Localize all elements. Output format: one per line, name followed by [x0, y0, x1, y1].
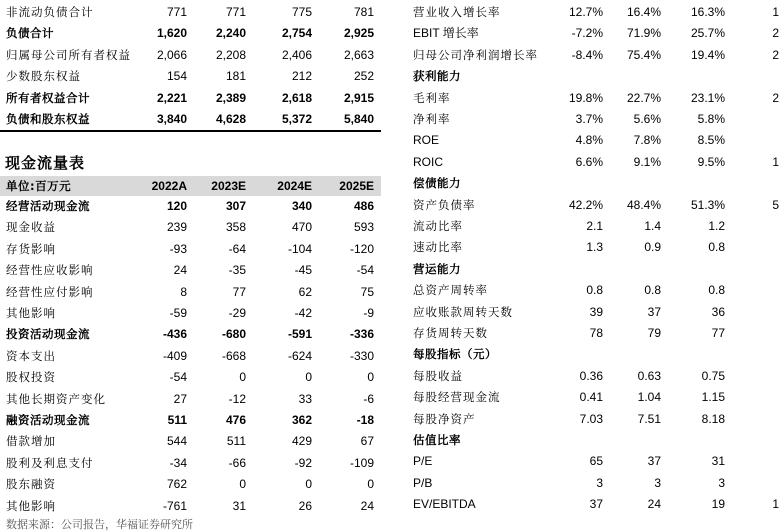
- row-label: 股权投资: [6, 370, 56, 385]
- cell-value: -761: [162, 498, 187, 513]
- row-label: 存货影响: [6, 241, 56, 256]
- cell-value: 0.9: [644, 240, 661, 255]
- row-label: 非流动负债合计: [6, 5, 94, 19]
- cell-value: 78: [589, 326, 603, 340]
- cell-value: -6: [363, 391, 374, 406]
- cash-flow-title: 现金流量表: [5, 154, 86, 172]
- cell-value: 212: [291, 69, 312, 84]
- cell-value: -45: [294, 263, 312, 278]
- cell-value: -680: [221, 327, 246, 342]
- cell-value: 42.2%: [568, 197, 603, 212]
- unit-label: 单位:百万元: [6, 179, 72, 193]
- cell-value: 1: [772, 497, 779, 512]
- cell-value: 2: [772, 47, 779, 62]
- cell-value: 16.4%: [626, 5, 661, 19]
- cell-value: -18: [356, 413, 374, 427]
- cell-value: 340: [291, 199, 312, 213]
- cell-value: -59: [169, 306, 187, 320]
- cell-value: 358: [225, 220, 246, 235]
- row-label: 每股收益: [413, 368, 463, 383]
- cell-value: 36: [711, 304, 725, 319]
- cell-value: -336: [349, 327, 374, 342]
- year-header: 2025E: [339, 179, 374, 193]
- cell-value: 67: [360, 434, 374, 449]
- cell-value: 25.7%: [690, 26, 725, 41]
- row-label: 股利及利息支付: [6, 455, 94, 470]
- cell-value: 2,066: [156, 47, 187, 62]
- ratio-row: [0, 23, 779, 44]
- cell-value: 0: [367, 370, 374, 385]
- row-label: ROIC: [413, 154, 443, 169]
- cell-value: 77: [711, 326, 725, 340]
- ratio-row: [0, 216, 759, 237]
- cell-value: 0: [239, 477, 246, 492]
- ratio-row: [0, 473, 759, 494]
- cell-value: -7.2%: [571, 26, 603, 41]
- row-label: ROE: [413, 133, 440, 148]
- ratio-row: [0, 344, 759, 365]
- cell-value: 4,628: [215, 112, 246, 126]
- row-label: 每股指标（元）: [413, 347, 497, 362]
- cell-value: 544: [166, 434, 187, 449]
- cell-value: 0.8: [586, 283, 603, 298]
- cell-value: 2,925: [343, 26, 374, 41]
- cell-value: 8: [180, 284, 187, 299]
- cell-value: 0.8: [708, 283, 725, 298]
- cell-value: 48.4%: [626, 197, 661, 212]
- row-label: 存货周转天数: [413, 326, 488, 340]
- cell-value: 771: [225, 5, 246, 19]
- cell-value: 0.75: [701, 368, 725, 383]
- cell-value: -54: [169, 370, 187, 385]
- ratio-row: [0, 430, 759, 451]
- ratio-row: [0, 387, 759, 408]
- row-label: 股东融资: [6, 477, 56, 492]
- cell-value: 1.4: [644, 219, 661, 233]
- cell-value: 24: [173, 263, 187, 278]
- row-label: 归母公司净利润增长率: [413, 47, 538, 62]
- cell-value: 62: [298, 284, 312, 299]
- cell-value: -92: [294, 455, 312, 470]
- cell-value: 24: [647, 497, 661, 512]
- cell-value: 511: [226, 434, 246, 449]
- cell-value: 307: [225, 199, 246, 213]
- cell-value: -54: [356, 263, 374, 278]
- ratio-row: [0, 109, 759, 130]
- cell-value: 486: [353, 199, 374, 213]
- row-label: 负债和股东权益: [6, 112, 90, 126]
- cell-value: 12.7%: [568, 5, 603, 19]
- cell-value: 79: [647, 326, 661, 340]
- cell-value: 0.36: [579, 368, 603, 383]
- cell-value: 252: [353, 69, 374, 84]
- cell-value: 593: [353, 220, 374, 235]
- cell-value: 0.63: [637, 368, 661, 383]
- row-label: 净利率: [413, 112, 451, 126]
- cell-value: 7.51: [637, 411, 661, 426]
- ratio-row: [0, 494, 779, 515]
- row-label: 归属母公司所有者权益: [6, 47, 131, 62]
- cell-value: 5,372: [281, 112, 312, 126]
- cell-value: 2,406: [281, 47, 312, 62]
- row-label: 毛利率: [413, 90, 451, 105]
- row-label: 应收账款周转天数: [413, 304, 513, 319]
- cell-value: 7.03: [579, 411, 603, 426]
- cell-value: -120: [349, 241, 374, 256]
- cell-value: 154: [166, 69, 187, 84]
- cell-value: 37: [589, 497, 603, 512]
- cell-value: 9.5%: [697, 154, 725, 169]
- cell-value: 1: [772, 154, 779, 169]
- cell-value: 470: [291, 220, 312, 235]
- cell-value: 0: [305, 477, 312, 492]
- cell-value: 781: [353, 5, 374, 19]
- row-label: 每股净资产: [413, 411, 476, 426]
- row-label: EV/EBITDA: [413, 497, 476, 512]
- row-label: 估值比率: [413, 433, 461, 447]
- cell-value: 1.04: [637, 390, 661, 405]
- row-label: 资产负债率: [413, 197, 476, 212]
- cell-value: 120: [166, 199, 187, 213]
- cell-value: 0.8: [644, 283, 661, 298]
- row-label: 资本支出: [6, 348, 56, 363]
- cell-value: -330: [349, 348, 374, 363]
- ratio-row: [0, 366, 759, 387]
- cell-value: 27: [173, 391, 187, 406]
- row-label: 偿债能力: [413, 176, 461, 191]
- ratio-row: [0, 2, 779, 23]
- cell-value: 71.9%: [626, 26, 661, 41]
- cell-value: 1,620: [156, 26, 187, 41]
- cell-value: 2,915: [343, 90, 374, 105]
- cell-value: -12: [228, 391, 246, 406]
- cell-value: 8.5%: [697, 133, 725, 148]
- cell-value: 3: [654, 475, 661, 490]
- cell-value: -109: [349, 455, 374, 470]
- cell-value: 3: [596, 475, 603, 490]
- cell-value: 775: [291, 5, 312, 19]
- ratio-row: [0, 409, 759, 430]
- cell-value: 3.7%: [575, 112, 603, 126]
- cell-value: -436: [162, 327, 187, 342]
- cell-value: 19.8%: [568, 90, 603, 105]
- cell-value: 0: [305, 370, 312, 385]
- cell-value: -93: [169, 241, 187, 256]
- cell-value: 75: [360, 284, 374, 299]
- cell-value: 4.8%: [575, 133, 603, 148]
- row-label: 融资活动现金流: [6, 413, 90, 427]
- cell-value: 9.1%: [633, 154, 661, 169]
- row-label: 所有者权益合计: [6, 90, 90, 105]
- ratio-row: [0, 323, 759, 344]
- cell-value: 2,389: [215, 90, 246, 105]
- row-label: 其他影响: [6, 306, 56, 320]
- ratio-row: [0, 280, 759, 301]
- row-label: 负债合计: [6, 26, 54, 41]
- cell-value: -35: [228, 263, 246, 278]
- row-label: 投资活动现金流: [6, 327, 90, 342]
- row-label: 营业收入增长率: [413, 5, 501, 19]
- cell-value: 37: [647, 454, 661, 469]
- cell-value: 239: [166, 220, 187, 235]
- cell-value: 2: [772, 26, 779, 41]
- cell-value: 362: [291, 413, 312, 427]
- row-label: 借款增加: [6, 434, 56, 449]
- cell-value: -8.4%: [571, 47, 603, 62]
- cell-value: 2.1: [586, 219, 603, 233]
- row-label: 营运能力: [413, 261, 461, 276]
- ratio-row: [0, 237, 759, 258]
- cell-value: -66: [228, 455, 246, 470]
- cell-value: -624: [287, 348, 312, 363]
- cell-value: 26: [298, 498, 312, 513]
- cell-value: -668: [221, 348, 246, 363]
- cell-value: 65: [589, 454, 603, 469]
- cell-value: 1.15: [701, 390, 725, 405]
- cell-value: 3: [718, 475, 725, 490]
- cell-value: 0.41: [579, 390, 603, 405]
- cell-value: 1.2: [708, 219, 725, 233]
- cell-value: -9: [363, 306, 374, 320]
- row-label: 获利能力: [413, 69, 461, 84]
- cell-value: 771: [166, 5, 187, 19]
- row-label: 流动比率: [413, 219, 463, 233]
- cell-value: 5.6%: [633, 112, 661, 126]
- row-label: 每股经营现金流: [413, 390, 501, 405]
- cell-value: 19.4%: [690, 47, 725, 62]
- row-label: 其他长期资产变化: [6, 391, 106, 406]
- cell-value: -591: [287, 327, 312, 342]
- ratio-row: [0, 45, 779, 66]
- cell-value: 51.3%: [690, 197, 725, 212]
- cell-value: 1.3: [586, 240, 603, 255]
- cell-value: 31: [711, 454, 725, 469]
- source-footnote: 数据来源：公司报告，华福证券研究所: [6, 518, 193, 531]
- ratio-row: [0, 195, 779, 216]
- row-label: 现金收益: [6, 220, 56, 235]
- cell-value: 5,840: [343, 112, 374, 126]
- ratio-row: [0, 130, 759, 151]
- cell-value: 77: [232, 284, 246, 299]
- cell-value: 5.8%: [697, 112, 725, 126]
- cell-value: 39: [589, 304, 603, 319]
- cell-value: 6.6%: [575, 154, 603, 169]
- cell-value: 2,754: [281, 26, 312, 41]
- year-header: 2024E: [277, 179, 312, 193]
- ratio-row: [0, 259, 759, 280]
- ratio-row: [0, 173, 759, 194]
- cell-value: 2: [772, 90, 779, 105]
- row-label: P/E: [413, 454, 433, 469]
- row-label: 经营性应付影响: [6, 284, 94, 299]
- cell-value: 2,221: [156, 90, 187, 105]
- cell-value: 22.7%: [626, 90, 661, 105]
- cell-value: 8.18: [701, 411, 725, 426]
- ratio-row: [0, 66, 759, 87]
- cell-value: -104: [287, 241, 312, 256]
- cell-value: 0: [239, 370, 246, 385]
- cell-value: 33: [298, 391, 312, 406]
- cell-value: 1: [772, 5, 779, 19]
- row-label: 总资产周转率: [413, 283, 488, 298]
- row-label: 其他影响: [6, 498, 56, 513]
- cell-value: -42: [294, 306, 312, 320]
- row-label: EBIT 增长率: [413, 26, 479, 41]
- cell-value: 0.8: [708, 240, 725, 255]
- cell-value: 19: [711, 497, 725, 512]
- cell-value: 37: [647, 304, 661, 319]
- cell-value: 3,840: [156, 112, 187, 126]
- row-label: 少数股东权益: [6, 69, 81, 84]
- ratio-row: [0, 451, 759, 472]
- cell-value: 2,663: [343, 47, 374, 62]
- cell-value: 2,240: [215, 26, 246, 41]
- row-label: 经营活动现金流: [6, 199, 90, 213]
- cell-value: 181: [225, 69, 246, 84]
- cell-value: 511: [167, 413, 187, 427]
- ratio-row: [0, 302, 759, 323]
- cell-value: 0: [367, 477, 374, 492]
- cell-value: -64: [228, 241, 246, 256]
- cell-value: 2,208: [215, 47, 246, 62]
- cell-value: 762: [166, 477, 187, 492]
- cell-value: 5: [772, 197, 779, 212]
- cell-value: -34: [169, 455, 187, 470]
- cell-value: 75.4%: [626, 47, 661, 62]
- cell-value: 476: [225, 413, 246, 427]
- cell-value: 429: [291, 434, 312, 449]
- year-header: 2022A: [151, 179, 187, 193]
- cell-value: 24: [360, 498, 374, 513]
- cell-value: 23.1%: [690, 90, 725, 105]
- cell-value: 7.8%: [633, 133, 661, 148]
- cell-value: 31: [232, 498, 246, 513]
- cell-value: -409: [162, 348, 187, 363]
- cell-value: -29: [228, 306, 246, 320]
- row-label: 经营性应收影响: [6, 263, 94, 278]
- cell-value: 2,618: [281, 90, 312, 105]
- ratio-row: [0, 152, 779, 173]
- cell-value: 16.3%: [690, 5, 725, 19]
- ratio-row: [0, 88, 779, 109]
- row-label: P/B: [413, 475, 433, 490]
- row-label: 速动比率: [413, 240, 463, 255]
- year-header: 2023E: [211, 179, 246, 193]
